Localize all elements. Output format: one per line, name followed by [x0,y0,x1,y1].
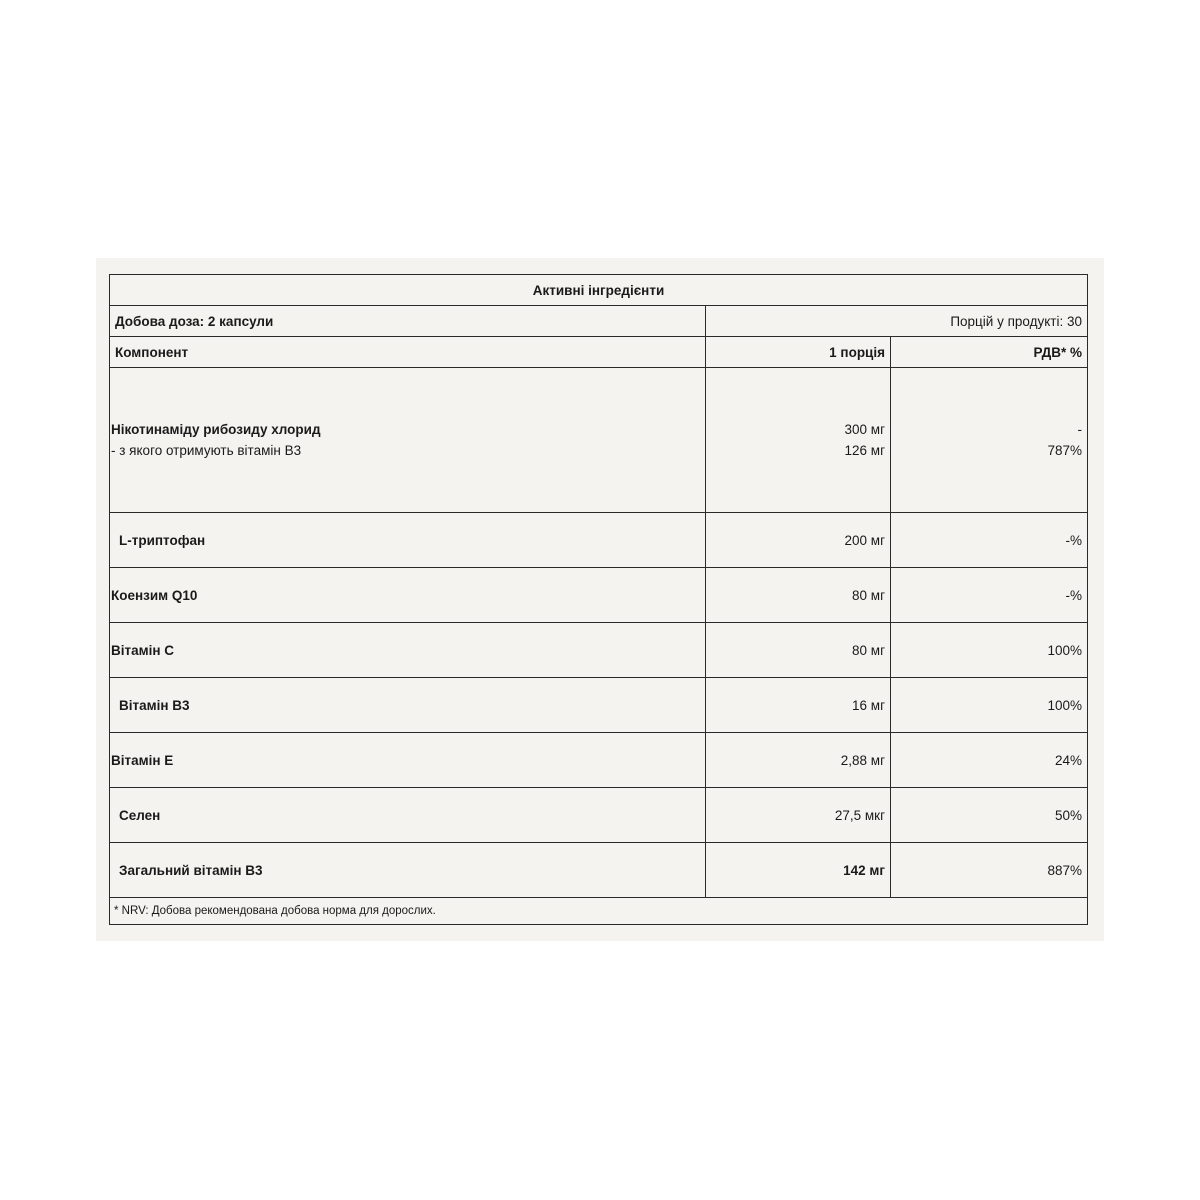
ingredient-amount: 200 мг [706,513,891,568]
table-row [110,678,1088,733]
table-title: Активні інгредієнти [110,275,1088,306]
active-ingredients-table [109,274,1088,925]
ingredient-nrv-sub: 787% [1047,443,1082,458]
footnote: * NRV: Добова рекомендована добова норма для дорослих. [110,898,1088,925]
ingredient-amount: 16 мг [706,678,891,733]
header-serving: 1 порція [706,337,891,368]
ingredient-name: Загальний вітамін В3 [110,843,706,898]
ingredient-amount: 27,5 мкг [706,788,891,843]
ingredient-nrv: 100% [891,678,1088,733]
ingredient-amount: 80 мг [706,568,891,623]
ingredient-name [110,368,706,513]
table-title-row [110,275,1088,306]
ingredient-name: Селен [110,788,706,843]
table-row [110,623,1088,678]
ingredient-name: L-триптофан [110,513,706,568]
daily-dose: Добова доза: 2 капсули [110,306,706,337]
ingredient-nrv: 887% [891,843,1088,898]
table-row [110,368,1088,513]
ingredient-nrv: -% [891,568,1088,623]
ingredient-amount: 142 мг [706,843,891,898]
ingredient-nrv: 24% [891,733,1088,788]
ingredient-name-sub: - з якого отримують вітамін В3 [111,443,302,458]
table-row [110,788,1088,843]
ingredient-name: Вітамін С [110,623,706,678]
header-component: Компонент [110,337,706,368]
ingredient-nrv: 50% [891,788,1088,843]
table-row [110,513,1088,568]
ingredient-nrv: 100% [891,623,1088,678]
header-nrv: РДВ* % [891,337,1088,368]
ingredient-amount-sub: 126 мг [844,443,885,458]
table-row-total [110,843,1088,898]
ingredient-name: Коензим Q10 [110,568,706,623]
servings-per-product: Порцій у продукті: 30 [706,306,1088,337]
dose-row [110,306,1088,337]
table-row [110,568,1088,623]
header-row [110,337,1088,368]
ingredient-name-main: Нікотинаміду рибозиду хлорид [111,422,321,437]
ingredient-name: Вітамін Е [110,733,706,788]
ingredient-amount: 80 мг [706,623,891,678]
footnote-row [110,898,1088,925]
ingredient-nrv-main: - [1077,422,1082,437]
ingredient-amount-main: 300 мг [844,422,885,437]
ingredient-name: Вітамін В3 [110,678,706,733]
ingredient-amount: 2,88 мг [706,733,891,788]
ingredient-nrv [891,368,1088,513]
table-row [110,733,1088,788]
ingredient-amount [706,368,891,513]
ingredient-nrv: -% [891,513,1088,568]
